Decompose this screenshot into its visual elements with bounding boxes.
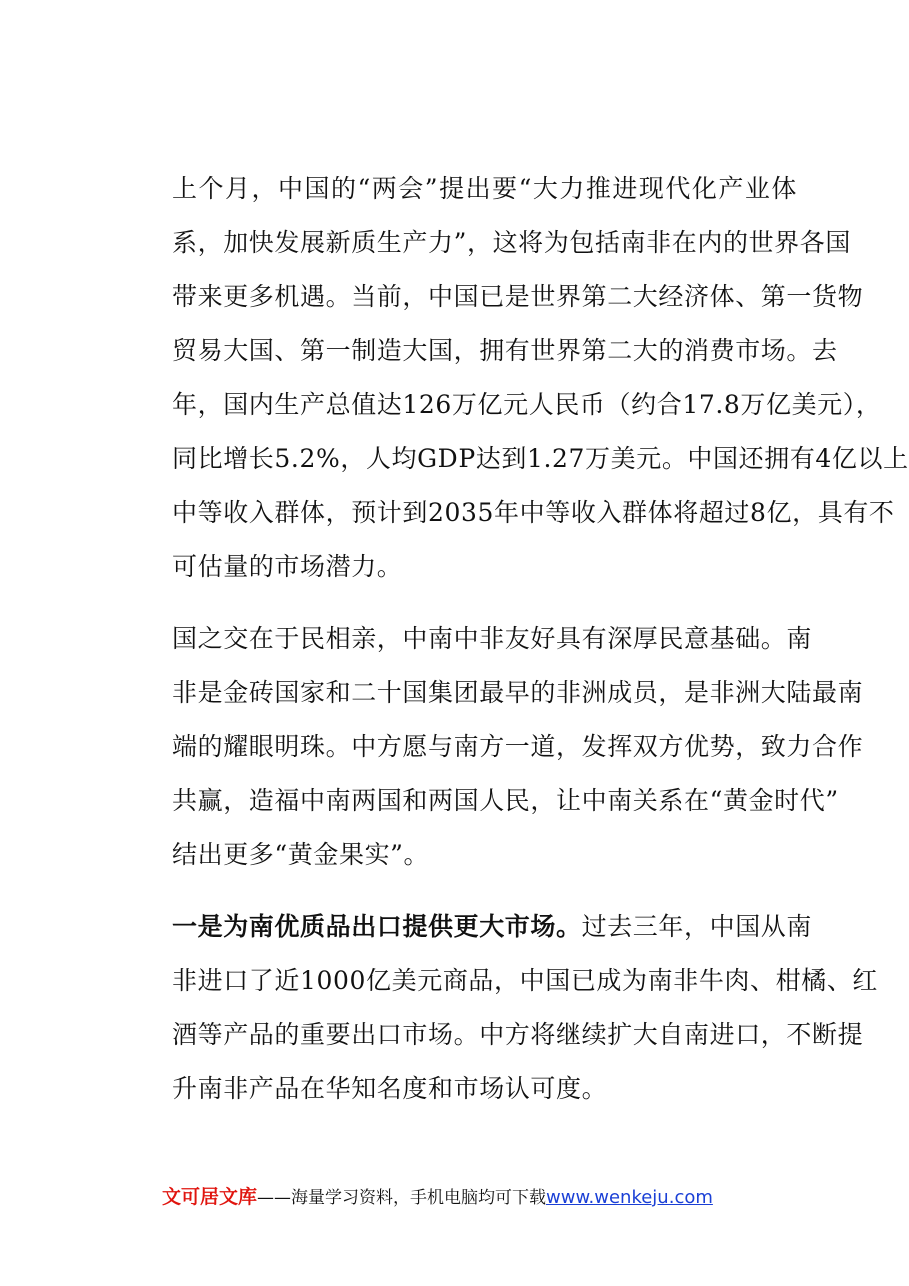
paragraph-line: 升南非产品在华知名度和市场认可度。 — [172, 1074, 608, 1103]
paragraph-line: 年，国内生产总值达126万亿元人民币（约合17.8万亿美元）， — [172, 390, 882, 419]
paragraph-line: 同比增长5.2%，人均GDP达到1.27万美元。中国还拥有4亿以上 — [172, 444, 909, 473]
paragraph-3 — [172, 900, 879, 1116]
paragraph-line: 酒等产品的重要出口市场。中方将继续扩大自南进口，不断提 — [172, 1020, 864, 1049]
paragraph-2 — [172, 612, 864, 882]
paragraph-line: 非进口了近1000亿美元商品，中国已成为南非牛肉、柑橘、红 — [172, 966, 879, 995]
paragraph-line: 带来更多机遇。当前，中国已是世界第二大经济体、第一货物 — [172, 282, 864, 311]
paragraph-line: 共赢，造福中南两国和两国人民，让中南关系在“黄金时代” — [172, 786, 839, 815]
paragraph-1 — [172, 162, 909, 594]
paragraph-line: 贸易大国、第一制造大国，拥有世界第二大的消费市场。去 — [172, 336, 838, 365]
footer-brand: 文可居文库 — [162, 1186, 258, 1208]
paragraph-line: 国之交在于民相亲，中南中非友好具有深厚民意基础。南 — [172, 624, 813, 653]
paragraph-line: 中等收入群体，预计到2035年中等收入群体将超过8亿，具有不 — [172, 498, 895, 527]
paragraph-line: 非是金砖国家和二十国集团最早的非洲成员，是非洲大陆最南 — [172, 678, 864, 707]
footer-site-link[interactable]: www.wenkeju.com — [546, 1187, 713, 1208]
paragraph-line: 可估量的市场潜力。 — [172, 552, 403, 581]
footer-banner — [162, 1182, 782, 1212]
footer-tagline: ——海量学习资料，手机电脑均可下载 — [257, 1188, 547, 1208]
paragraph-line: 系，加快发展新质生产力”，这将为包括南非在内的世界各国 — [172, 228, 851, 257]
paragraph-lead: 一是为南优质品出口提供更大市场。 — [172, 912, 582, 941]
paragraph-line: 上个月，中国的“两会”提出要“大力推进现代化产业体 — [172, 174, 797, 203]
paragraph-line — [172, 900, 813, 954]
paragraph-line: 端的耀眼明珠。中方愿与南方一道，发挥双方优势，致力合作 — [172, 732, 864, 761]
paragraph-line: 结出更多“黄金果实”。 — [172, 840, 430, 869]
paragraph-line-rest: 过去三年，中国从南 — [581, 912, 813, 941]
article-body — [172, 162, 909, 1116]
